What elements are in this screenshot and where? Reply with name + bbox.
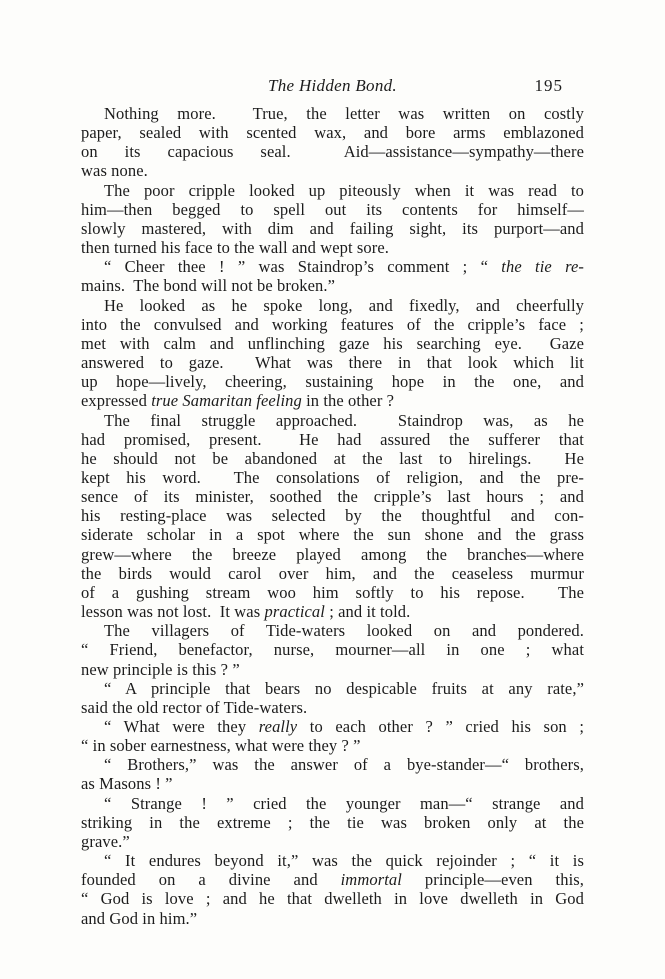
text-line: [81, 909, 584, 928]
text-line: [81, 487, 584, 506]
text-segment: principle—even this,: [401, 870, 584, 890]
text-line: [81, 449, 584, 468]
text-line: [81, 468, 584, 487]
text-line: [81, 257, 584, 276]
text-line: [81, 698, 584, 717]
paragraph: [81, 851, 584, 928]
text-segment: “ Friend, benefactor, nurse, mourner—all in one ; what: [81, 640, 584, 660]
text-line: [81, 334, 584, 353]
text-segment: up hope—lively, cheering, sustaining hope in the one, and: [81, 372, 584, 392]
text-line: [81, 640, 584, 659]
text-line: [81, 142, 584, 161]
paragraph: [81, 621, 584, 678]
italic-text-segment: immortal: [340, 870, 402, 890]
text-segment: him—then begged to spell out its contents for himself—: [81, 199, 584, 219]
text-line: [81, 219, 584, 238]
text-segment: to each other ? ” cried his son ;: [297, 717, 585, 736]
text-line: [81, 794, 584, 813]
text-line: [81, 296, 584, 315]
text-segment: The villagers of Tide-waters looked on and pondered.: [104, 621, 584, 641]
text-segment: expressed: [81, 391, 152, 411]
text-segment: slowly mastered, with dim and failing sight, its purport—and: [81, 218, 584, 238]
text-segment: as Masons ! ”: [81, 774, 173, 794]
text-segment: had promised, present. He had assured the sufferer that: [81, 429, 584, 449]
text-segment: the birds would carol over him, and the ceaseless murmur: [81, 563, 584, 583]
text-segment: grew—where the breeze played among the branches—where: [81, 544, 584, 564]
running-title: The Hidden Bond.: [268, 76, 397, 95]
text-segment: “ Cheer thee ! ” was Staindrop’s comment ; “: [104, 257, 502, 277]
text-segment: mains. The bond will not be broken.”: [81, 276, 336, 296]
text-line: [81, 353, 584, 372]
text-line: [81, 372, 584, 391]
text-segment: paper, sealed with scented wax, and bore arms emblazoned: [81, 123, 584, 143]
italic-text-segment: really: [258, 717, 298, 736]
text-segment: siderate scholar in a spot where the sun shone and the grass: [81, 525, 584, 545]
text-segment: in the other ?: [301, 391, 395, 411]
text-line: [81, 430, 584, 449]
text-segment: said the old rector of Tide-waters.: [81, 697, 308, 717]
text-line: [81, 660, 584, 679]
text-line: [81, 621, 584, 640]
text-line: [81, 315, 584, 334]
text-segment: was none.: [81, 161, 148, 181]
text-line: [81, 755, 584, 774]
text-segment: “ Strange ! ” cried the younger man—“ strange and: [104, 793, 584, 813]
text-line: [81, 238, 584, 257]
text-segment: striking in the extreme ; the tie was broken only at the: [81, 812, 584, 832]
text-line: [81, 889, 584, 908]
text-body: [81, 104, 584, 928]
text-segment: The final struggle approached. Staindrop was, as he: [104, 410, 584, 430]
text-line: [81, 717, 584, 736]
paragraph: [81, 104, 584, 181]
text-segment: he should not be abandoned at the last to hirelings. He: [81, 448, 584, 468]
text-line: [81, 411, 584, 430]
text-line: [81, 564, 584, 583]
italic-text-segment: the tie re-: [501, 257, 584, 277]
text-segment: “ A principle that bears no despicable fruits at any rate,”: [104, 678, 584, 698]
paragraph: [81, 296, 584, 411]
text-segment: “ in sober earnestness, what were they ? ”: [81, 736, 361, 756]
text-line: [81, 813, 584, 832]
text-line: [81, 583, 584, 602]
page-number: 195: [534, 76, 563, 95]
paragraph: [81, 679, 584, 717]
text-segment: and God in him.”: [81, 908, 198, 928]
text-segment: new principle is this ? ”: [81, 659, 240, 679]
text-line: [81, 200, 584, 219]
paragraph: [81, 181, 584, 258]
text-line: [81, 161, 584, 180]
text-segment: Nothing more. True, the letter was written on costly: [104, 104, 584, 123]
text-segment: his resting-place was selected by the thoughtful and con-: [81, 506, 584, 526]
text-line: [81, 870, 584, 889]
text-segment: “ What were they: [104, 717, 259, 736]
text-line: [81, 123, 584, 142]
text-line: [81, 391, 584, 410]
text-line: [81, 525, 584, 544]
text-segment: “ God is love ; and he that dwelleth in love dwelleth in God: [81, 889, 584, 909]
text-line: [81, 774, 584, 793]
text-segment: The poor cripple looked up piteously when it was read to: [104, 180, 584, 200]
text-line: [81, 679, 584, 698]
text-segment: grave.”: [81, 831, 130, 851]
italic-text-segment: true Samaritan feeling: [151, 391, 302, 411]
text-segment: ; and it told.: [324, 602, 411, 622]
text-line: [81, 851, 584, 870]
text-segment: He looked as he spoke long, and fixedly, and cheerfully: [104, 295, 584, 315]
text-line: [81, 506, 584, 525]
text-segment: sence of its minister, soothed the cripple’s last hours ; and: [81, 487, 584, 507]
text-line: [81, 736, 584, 755]
page-content: [81, 76, 584, 928]
text-line: [81, 181, 584, 200]
text-segment: “ It endures beyond it,” was the quick rejoinder ; “ it is: [104, 851, 584, 871]
text-segment: founded on a divine and: [81, 870, 341, 890]
text-segment: met with calm and unflinching gaze his searching eye. Gaze: [81, 333, 584, 353]
text-segment: lesson was not lost. It was: [81, 602, 265, 622]
text-line: [81, 602, 584, 621]
italic-text-segment: practical: [264, 602, 325, 622]
paragraph: [81, 717, 584, 755]
paragraph: [81, 794, 584, 851]
text-segment: of a gushing stream woo him softly to his repose. The: [81, 582, 584, 602]
text-line: [81, 276, 584, 295]
text-segment: into the convulsed and working features of the cripple’s face ;: [81, 314, 584, 334]
paragraph: [81, 755, 584, 793]
text-segment: on its capacious seal. Aid—assistance—sympathy—there: [81, 142, 584, 162]
text-line: [81, 545, 584, 564]
text-line: [81, 104, 584, 123]
text-segment: kept his word. The consolations of religion, and the pre-: [81, 467, 584, 487]
paragraph: [81, 257, 584, 295]
page-header: [81, 76, 584, 95]
text-segment: answered to gaze. What was there in that look which lit: [81, 353, 584, 373]
text-line: [81, 832, 584, 851]
paragraph: [81, 411, 584, 622]
text-segment: then turned his face to the wall and wept sore.: [81, 238, 390, 258]
text-segment: “ Brothers,” was the answer of a bye-stander—“ brothers,: [104, 755, 584, 775]
